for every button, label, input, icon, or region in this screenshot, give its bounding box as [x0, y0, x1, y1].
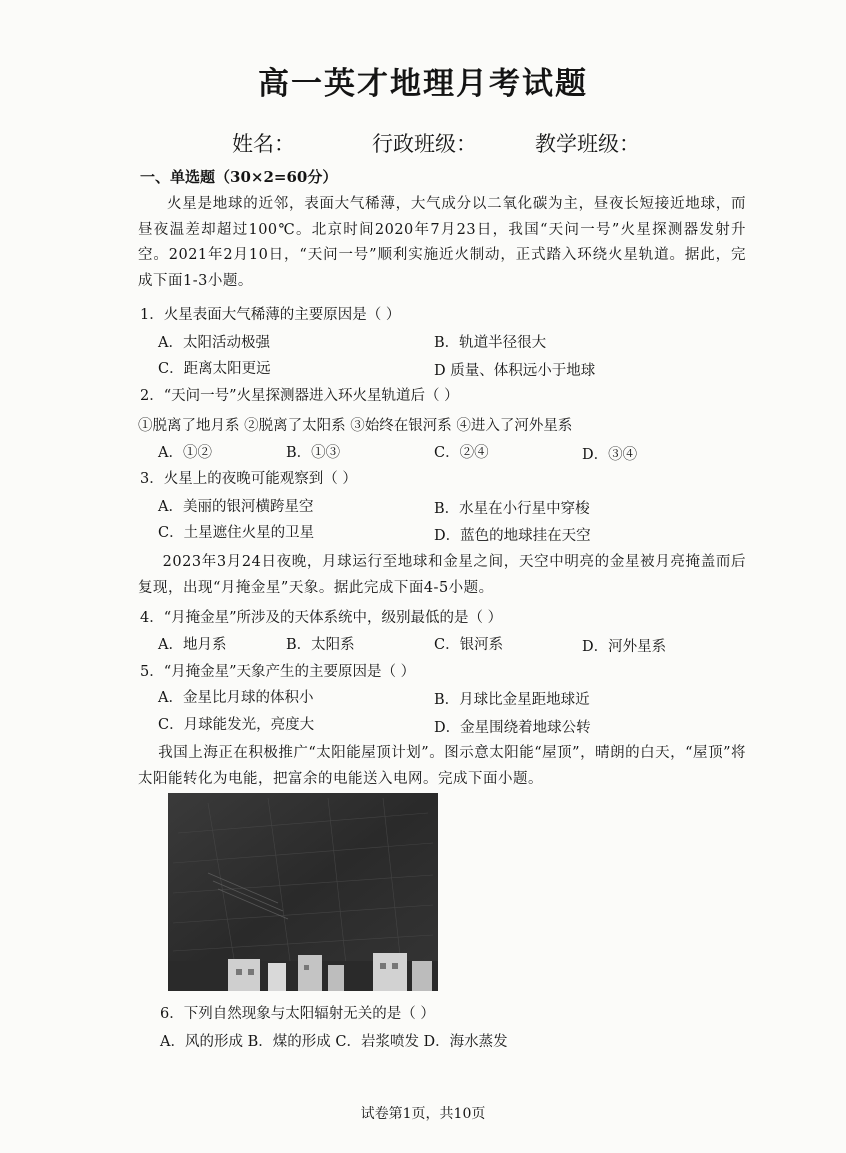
question-4-option-d: D．河外星系: [582, 639, 667, 655]
question-1-option-d: D 质量、体积远小于地球: [434, 363, 596, 379]
passage-occultation: 2023年3月24日夜晚，月球运行至地球和金星之间，天空中明亮的金星被月亮掩盖而后复现，出现“月掩金星”天象。据此完成下面4-5小题。: [138, 554, 746, 596]
question-4-option-a: A．地月系: [158, 637, 227, 653]
question-5-option-c: C．月球能发光，亮度大: [158, 717, 315, 733]
question-6-options: A．风的形成 B．煤的形成 C．岩浆喷发 D．海水蒸发: [160, 1034, 508, 1050]
question-2-option-a: A．①②: [158, 445, 212, 461]
teaching-class-label: 教学班级：: [535, 132, 640, 156]
question-2-option-c: C．②④: [434, 445, 489, 461]
question-5-stem: 5．“月掩金星”天象产生的主要原因是（ ）: [140, 664, 416, 680]
question-1-option-b: B．轨道半径很大: [434, 335, 547, 351]
solar-roof-image: [168, 793, 438, 991]
section-heading: 一、单选题（30×2=60分）: [140, 168, 338, 186]
question-1-option-a: A．太阳活动极强: [158, 335, 270, 351]
question-3-option-d: D．蓝色的地球挂在天空: [434, 528, 591, 544]
passage-solar-roof: 我国上海正在积极推广“太阳能屋顶计划”。图示意太阳能“屋顶”，晴朗的白天，“屋顶”将太阳能转化为电能，把富余的电能送入电网。完成下面小题。: [138, 745, 746, 787]
question-5-option-a: A．金星比月球的体积小: [158, 690, 314, 706]
page-title: 高一英才地理月考试题: [258, 66, 588, 102]
student-info-row: [0, 128, 846, 162]
question-2-option-d: D．③④: [582, 447, 638, 463]
question-3-option-c: C．土星遮住火星的卫星: [158, 525, 315, 541]
question-1-stem: 1．火星表面大气稀薄的主要原因是（ ）: [140, 307, 401, 323]
page-footer: 试卷第1页，共10页: [360, 1106, 486, 1122]
question-6-stem: 6．下列自然现象与太阳辐射无关的是（ ）: [160, 1006, 435, 1022]
passage-mars: 火星是地球的近邻，表面大气稀薄，大气成分以二氧化碳为主，昼夜长短接近地球，而昼夜温差却超过100℃。北京时间2020年7月23日，我国“天问一号”火星探测器发射升空。2021年2月10日，“天问一号”顺利实施近火制动，正式踏入环绕火星轨道。据此，完成下面1-3小题。: [138, 196, 746, 289]
question-2-statements: ①脱离了地月系 ②脱离了太阳系 ③始终在银河系 ④进入了河外星系: [138, 418, 573, 434]
question-2-stem: 2．“天问一号”火星探测器进入环火星轨道后（ ）: [140, 388, 459, 404]
question-4-option-c: C．银河系: [434, 637, 504, 653]
question-4-option-b: B．太阳系: [286, 637, 355, 653]
question-3-option-a: A．美丽的银河横跨星空: [158, 499, 314, 515]
question-2-option-b: B．①③: [286, 445, 341, 461]
solar-roof-photo: [168, 793, 438, 991]
question-5-option-b: B．月球比金星距地球近: [434, 692, 590, 708]
question-1-option-c: C．距离太阳更远: [158, 361, 271, 377]
question-3-option-b: B．水星在小行星中穿梭: [434, 501, 590, 517]
admin-class-label: 行政班级：: [372, 132, 477, 156]
question-5-option-d: D．金星围绕着地球公转: [434, 720, 591, 736]
question-4-stem: 4．“月掩金星”所涉及的天体系统中，级别最低的是（ ）: [140, 610, 503, 626]
name-label: 姓名：: [232, 132, 295, 156]
question-3-stem: 3．火星上的夜晚可能观察到（ ）: [140, 471, 357, 487]
